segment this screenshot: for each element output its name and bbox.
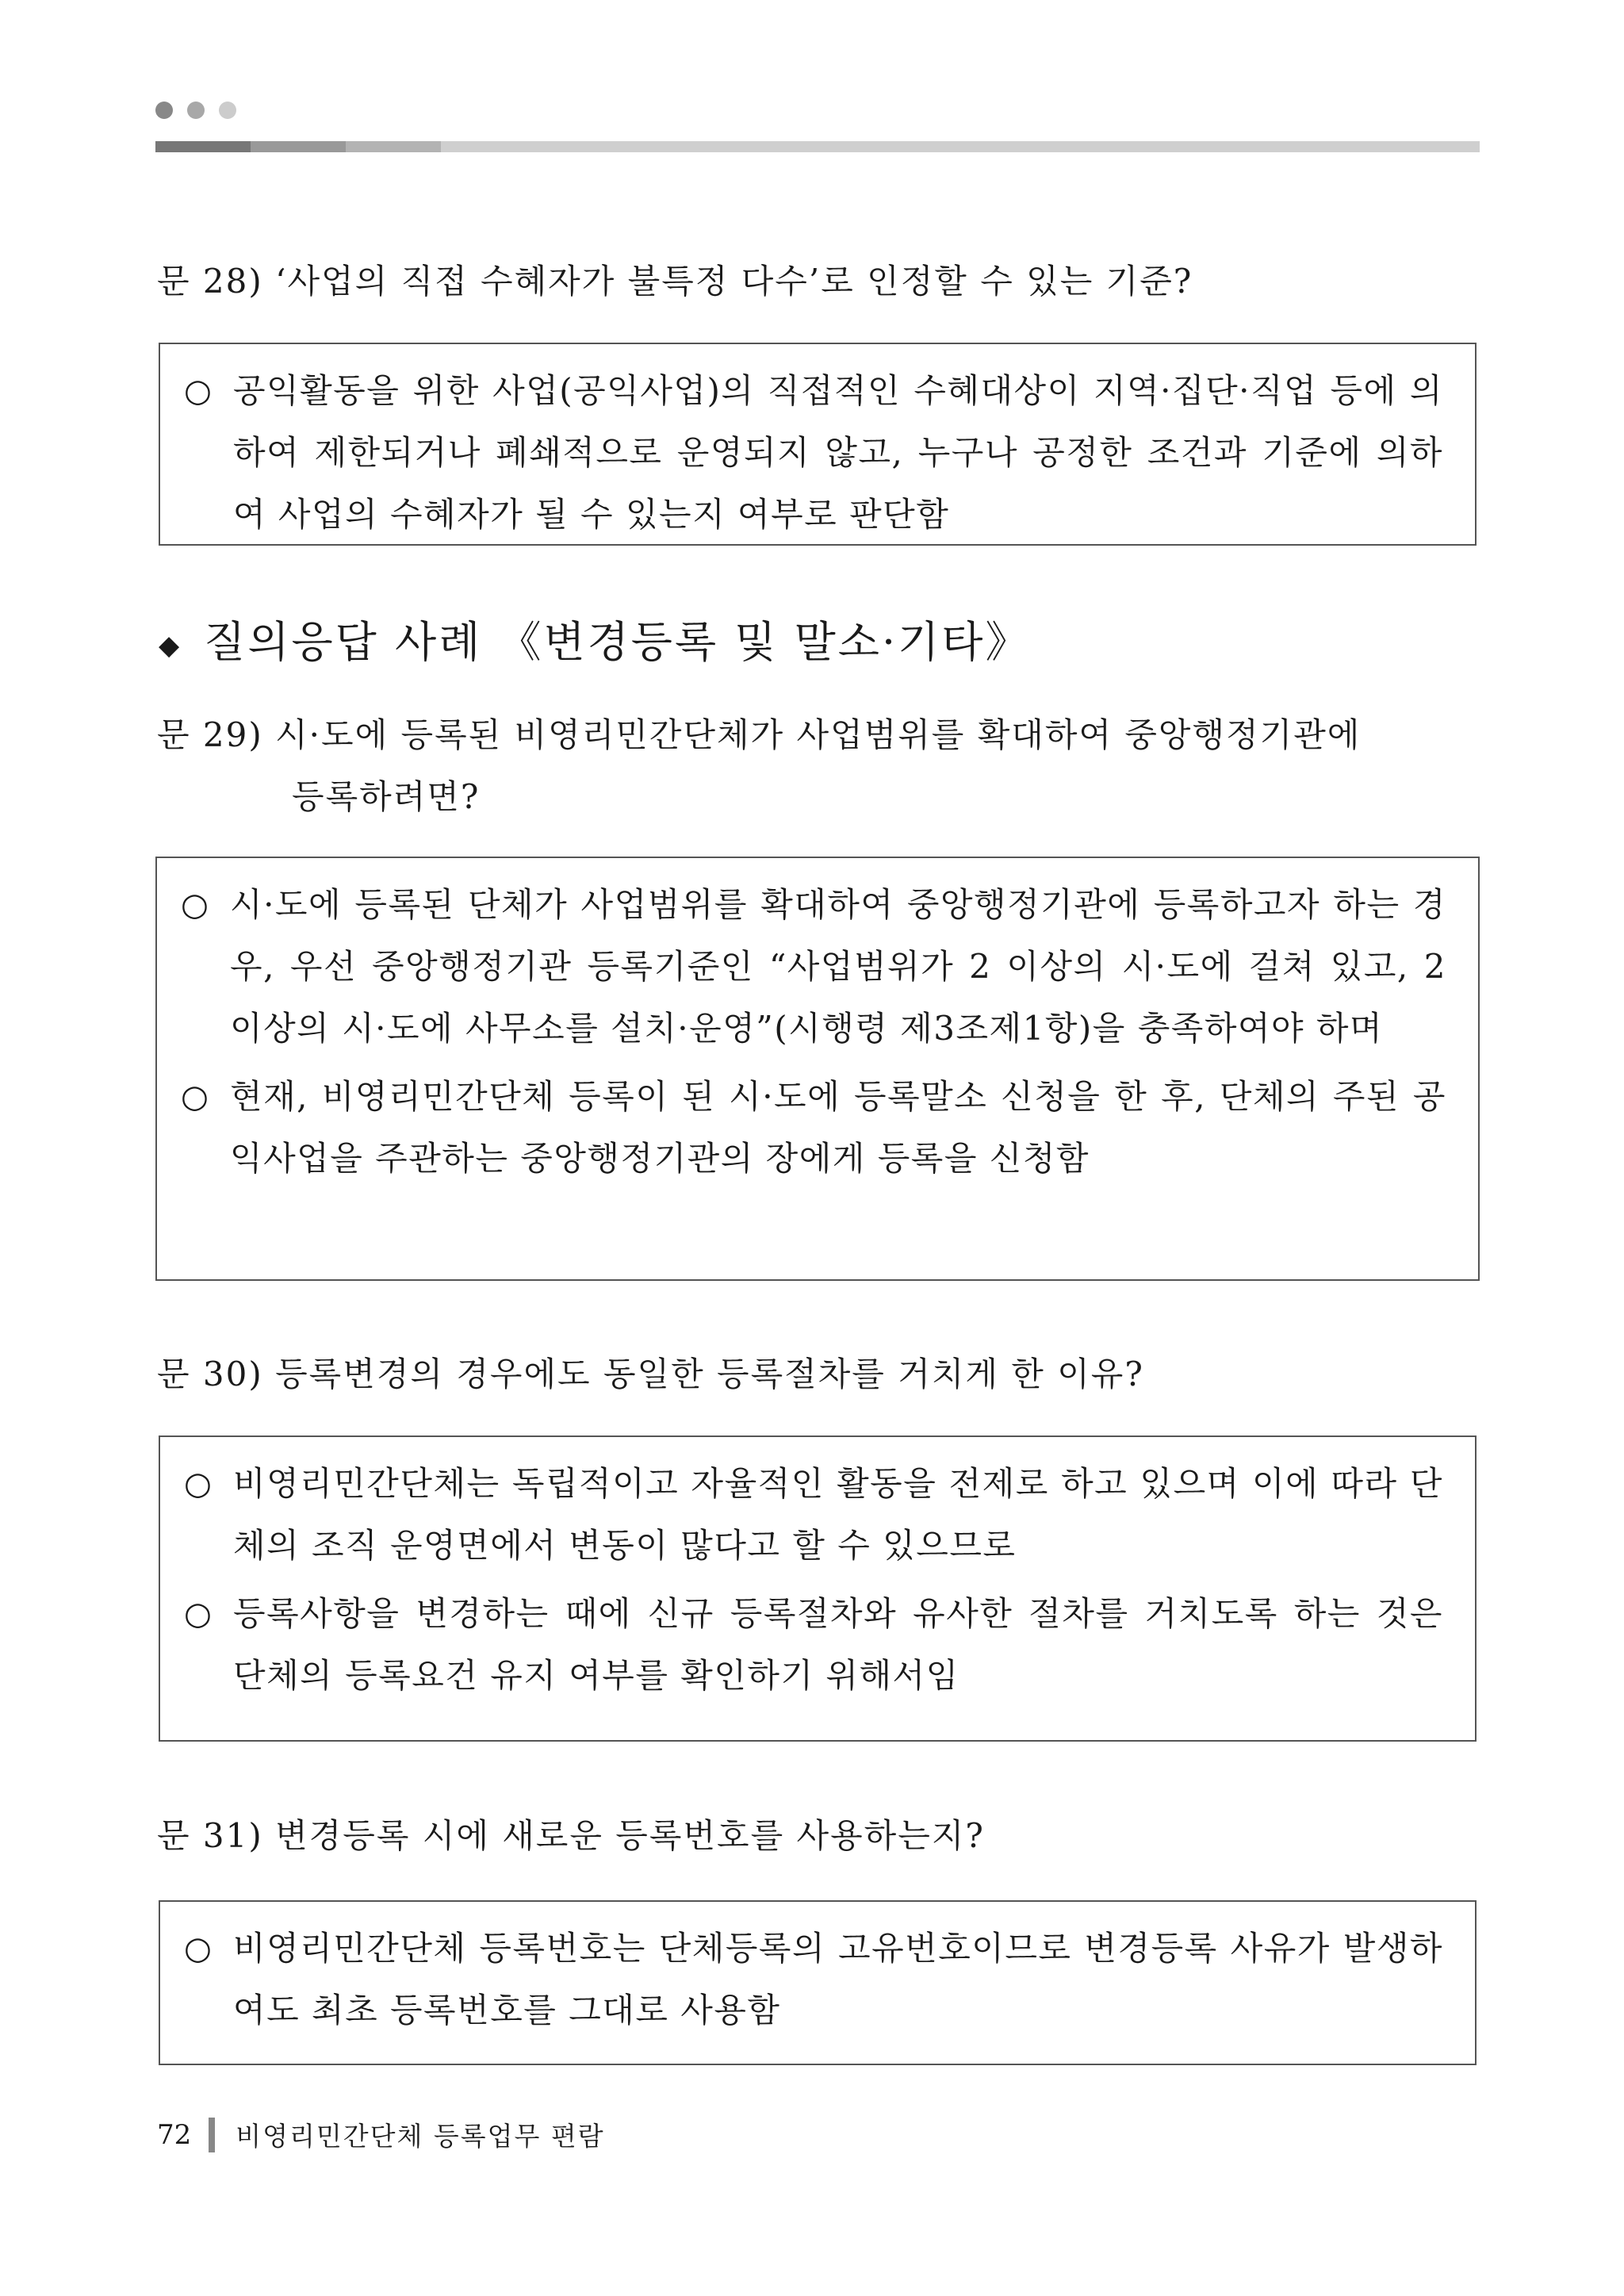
question-29-continued: 등록하려면? [292, 777, 481, 816]
book-title: 비영리민간단체 등록업무 편람 [236, 2121, 605, 2152]
header-bar-segment [346, 141, 441, 152]
footer-divider [209, 2118, 215, 2152]
page-number: 72 [157, 2118, 192, 2151]
header-bar [155, 141, 1480, 152]
answer-box-30 [159, 1435, 1477, 1742]
answer-text: 등록사항을 변경하는 때에 신규 등록절차와 유사한 절차를 거치도록 하는 것은 단체의 등록요건 유지 여부를 확인하기 위해서임 [233, 1594, 1443, 1695]
answer-text: 현재, 비영리민간단체 등록이 된 시·도에 등록말소 신청을 한 후, 단체의 주된 공익사업을 주관하는 중앙행정기관의 장에게 등록을 신청함 [230, 1077, 1446, 1178]
header-dots [155, 102, 236, 119]
question-31: 문 31) 변경등록 시에 새로운 등록번호를 사용하는지? [157, 1816, 985, 1855]
header-bar-segment [441, 141, 1480, 152]
answer-text: 비영리민간단체는 독립적이고 자율적인 활동을 전제로 하고 있으며 이에 따라 단체의 조직 운영면에서 변동이 많다고 할 수 있으므로 [233, 1464, 1443, 1565]
answer-box-29 [155, 857, 1480, 1281]
question-28: 문 28) ‘사업의 직접 수혜자가 불특정 다수’로 인정할 수 있는 기준? [157, 262, 1193, 301]
section-title: 질의응답 사례 《변경등록 및 말소·기타》 [204, 617, 1031, 667]
answer-box-31 [159, 1900, 1477, 2065]
circle-bullet-icon: ○ [184, 373, 213, 409]
answer-item [184, 1453, 1443, 1577]
answer-text: 공익활동을 위한 사업(공익사업)의 직접적인 수혜대상이 지역·집단·직업 등에 의하여 제한되거나 폐쇄적으로 운영되지 않고, 누구나 공정한 조건과 기준에 의하여 사업의 수혜자가 될 수 있는지 여부로 판단함 [233, 371, 1443, 534]
header-dot [155, 102, 173, 119]
question-29: 문 29) 시·도에 등록된 비영리민간단체가 사업범위를 확대하여 중앙행정기관에 [157, 715, 1362, 754]
circle-bullet-icon: ○ [181, 1079, 210, 1115]
header-dot [187, 102, 205, 119]
header-dot [219, 102, 236, 119]
diamond-bullet-icon: ◆ [159, 630, 182, 661]
page-footer [157, 2116, 605, 2153]
question-30: 문 30) 등록변경의 경우에도 동일한 등록절차를 거치게 한 이유? [157, 1355, 1144, 1393]
circle-bullet-icon: ○ [181, 887, 210, 923]
circle-bullet-icon: ○ [184, 1596, 213, 1632]
answer-item [184, 1918, 1443, 2041]
answer-text: 시·도에 등록된 단체가 사업범위를 확대하여 중앙행정기관에 등록하고자 하는 경우, 우선 중앙행정기관 등록기준인 “사업범위가 2 이상의 시·도에 걸쳐 있고, 2 이상의 시·도에 사무소를 설치·운영”(시행령 제3조제1항)을 충족하여야 하며 [230, 885, 1446, 1048]
header-bar-segment [251, 141, 346, 152]
answer-item [181, 1066, 1446, 1190]
answer-text: 비영리민간단체 등록번호는 단체등록의 고유번호이므로 변경등록 사유가 발생하여도 최초 등록번호를 그대로 사용함 [233, 1929, 1443, 2030]
circle-bullet-icon: ○ [184, 1466, 213, 1502]
answer-box-28 [159, 343, 1477, 546]
answer-item [181, 874, 1446, 1060]
header-bar-segment [155, 141, 251, 152]
answer-item [184, 1583, 1443, 1707]
section-heading [159, 611, 1030, 677]
circle-bullet-icon: ○ [184, 1930, 213, 1967]
answer-item [184, 360, 1443, 546]
